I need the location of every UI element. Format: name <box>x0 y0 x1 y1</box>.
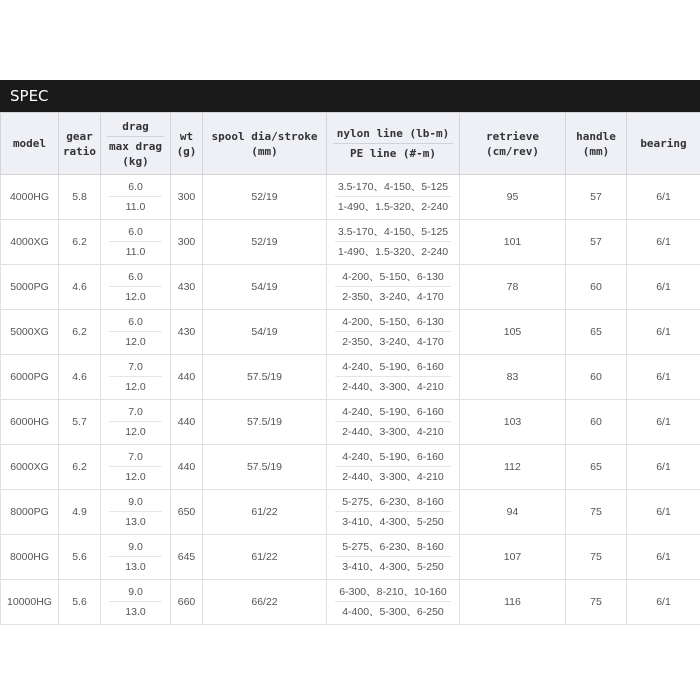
table-row <box>1 265 700 310</box>
cell-line-capacity-top: 3.5-170、4-150、5-125 <box>335 180 451 197</box>
table-row <box>1 355 700 400</box>
cell-line-capacity <box>327 310 460 355</box>
table-row <box>1 580 700 625</box>
cell-line-capacity <box>327 265 460 310</box>
cell-model: 5000PG <box>1 265 59 310</box>
cell-drag-bottom: 13.0 <box>125 606 146 618</box>
cell-weight: 440 <box>171 445 203 490</box>
cell-line-capacity <box>327 220 460 265</box>
table-row <box>1 490 700 535</box>
spec-body <box>1 175 700 625</box>
col-retrieve: retrieve (cm/rev) <box>460 113 566 175</box>
cell-line-capacity <box>327 400 460 445</box>
table-row <box>1 400 700 445</box>
cell-retrieve: 83 <box>460 355 566 400</box>
cell-gear-ratio: 6.2 <box>59 220 101 265</box>
col-handle: handle (mm) <box>566 113 627 175</box>
cell-retrieve: 103 <box>460 400 566 445</box>
cell-line-capacity <box>327 580 460 625</box>
cell-drag-top: 6.0 <box>109 225 162 242</box>
cell-drag-bottom: 13.0 <box>125 516 146 528</box>
cell-spool: 52/19 <box>203 220 327 265</box>
cell-line-capacity-top: 6-300、8-210、10-160 <box>335 585 451 602</box>
cell-retrieve: 105 <box>460 310 566 355</box>
cell-retrieve: 94 <box>460 490 566 535</box>
cell-line-capacity-bottom: 2-440、3-300、4-210 <box>342 426 444 438</box>
cell-line-capacity-bottom: 2-440、3-300、4-210 <box>342 471 444 483</box>
cell-model: 5000XG <box>1 310 59 355</box>
cell-retrieve: 116 <box>460 580 566 625</box>
cell-line-capacity <box>327 355 460 400</box>
cell-spool: 57.5/19 <box>203 445 327 490</box>
cell-drag-bottom: 11.0 <box>125 246 146 258</box>
cell-line-capacity-bottom: 2-350、3-240、4-170 <box>342 291 444 303</box>
cell-drag-top: 9.0 <box>109 585 162 602</box>
cell-weight: 660 <box>171 580 203 625</box>
cell-retrieve: 78 <box>460 265 566 310</box>
col-model: model <box>1 113 59 175</box>
cell-retrieve: 107 <box>460 535 566 580</box>
cell-bearing: 6/1 <box>627 175 700 220</box>
cell-spool: 54/19 <box>203 265 327 310</box>
cell-bearing: 6/1 <box>627 220 700 265</box>
cell-line-capacity-bottom: 3-410、4-300、5-250 <box>342 516 444 528</box>
cell-line-capacity <box>327 175 460 220</box>
cell-line-capacity <box>327 535 460 580</box>
cell-line-capacity-bottom: 2-350、3-240、4-170 <box>342 336 444 348</box>
cell-bearing: 6/1 <box>627 265 700 310</box>
cell-drag <box>101 175 171 220</box>
cell-model: 4000HG <box>1 175 59 220</box>
cell-handle: 65 <box>566 445 627 490</box>
cell-drag <box>101 490 171 535</box>
cell-bearing: 6/1 <box>627 400 700 445</box>
cell-retrieve: 101 <box>460 220 566 265</box>
cell-drag-top: 9.0 <box>109 540 162 557</box>
cell-line-capacity-bottom: 2-440、3-300、4-210 <box>342 381 444 393</box>
cell-model: 6000PG <box>1 355 59 400</box>
cell-drag <box>101 400 171 445</box>
cell-spool: 61/22 <box>203 490 327 535</box>
col-bearing: bearing <box>627 113 700 175</box>
col-line-capacity: nylon line (lb-m) PE line (#-m) <box>327 113 460 175</box>
cell-spool: 66/22 <box>203 580 327 625</box>
cell-drag-top: 7.0 <box>109 405 162 422</box>
table-row <box>1 535 700 580</box>
cell-bearing: 6/1 <box>627 535 700 580</box>
cell-line-capacity-top: 3.5-170、4-150、5-125 <box>335 225 451 242</box>
col-spool: spool dia/stroke (mm) <box>203 113 327 175</box>
cell-handle: 75 <box>566 490 627 535</box>
cell-weight: 430 <box>171 265 203 310</box>
cell-gear-ratio: 6.2 <box>59 310 101 355</box>
header-row <box>1 113 700 175</box>
cell-weight: 430 <box>171 310 203 355</box>
cell-line-capacity-top: 4-240、5-190、6-160 <box>335 405 451 422</box>
cell-handle: 60 <box>566 400 627 445</box>
cell-line-capacity <box>327 490 460 535</box>
cell-bearing: 6/1 <box>627 445 700 490</box>
cell-retrieve: 112 <box>460 445 566 490</box>
cell-spool: 57.5/19 <box>203 400 327 445</box>
cell-drag-top: 6.0 <box>109 270 162 287</box>
cell-handle: 60 <box>566 355 627 400</box>
table-row <box>1 310 700 355</box>
spec-section <box>0 80 700 625</box>
cell-drag-bottom: 12.0 <box>125 426 146 438</box>
table-row <box>1 220 700 265</box>
cell-model: 4000XG <box>1 220 59 265</box>
table-row <box>1 175 700 220</box>
cell-drag-top: 7.0 <box>109 450 162 467</box>
col-drag: drag max drag (kg) <box>101 113 171 175</box>
cell-drag-bottom: 12.0 <box>125 291 146 303</box>
cell-line-capacity-top: 5-275、6-230、8-160 <box>335 495 451 512</box>
cell-gear-ratio: 4.6 <box>59 265 101 310</box>
cell-retrieve: 95 <box>460 175 566 220</box>
cell-line-capacity-top: 4-240、5-190、6-160 <box>335 450 451 467</box>
cell-bearing: 6/1 <box>627 490 700 535</box>
cell-handle: 65 <box>566 310 627 355</box>
cell-handle: 75 <box>566 580 627 625</box>
cell-drag <box>101 355 171 400</box>
cell-model: 10000HG <box>1 580 59 625</box>
cell-line-capacity-top: 4-200、5-150、6-130 <box>335 315 451 332</box>
col-weight: wt (g) <box>171 113 203 175</box>
cell-drag <box>101 535 171 580</box>
cell-drag-bottom: 12.0 <box>125 336 146 348</box>
cell-handle: 75 <box>566 535 627 580</box>
cell-line-capacity-top: 4-240、5-190、6-160 <box>335 360 451 377</box>
cell-line-capacity-bottom: 4-400、5-300、6-250 <box>342 606 444 618</box>
cell-drag-top: 6.0 <box>109 315 162 332</box>
cell-drag <box>101 265 171 310</box>
cell-model: 6000XG <box>1 445 59 490</box>
cell-drag-top: 7.0 <box>109 360 162 377</box>
col-gear-ratio: gear ratio <box>59 113 101 175</box>
cell-drag <box>101 310 171 355</box>
cell-spool: 57.5/19 <box>203 355 327 400</box>
cell-handle: 57 <box>566 175 627 220</box>
cell-bearing: 6/1 <box>627 310 700 355</box>
cell-gear-ratio: 4.9 <box>59 490 101 535</box>
cell-spool: 61/22 <box>203 535 327 580</box>
cell-weight: 300 <box>171 220 203 265</box>
cell-model: 8000HG <box>1 535 59 580</box>
cell-drag-bottom: 12.0 <box>125 471 146 483</box>
cell-handle: 60 <box>566 265 627 310</box>
cell-spool: 54/19 <box>203 310 327 355</box>
cell-gear-ratio: 5.6 <box>59 580 101 625</box>
cell-drag-bottom: 13.0 <box>125 561 146 573</box>
cell-line-capacity-bottom: 3-410、4-300、5-250 <box>342 561 444 573</box>
cell-weight: 300 <box>171 175 203 220</box>
cell-line-capacity-top: 5-275、6-230、8-160 <box>335 540 451 557</box>
cell-weight: 645 <box>171 535 203 580</box>
cell-drag-bottom: 11.0 <box>125 201 146 213</box>
cell-gear-ratio: 4.6 <box>59 355 101 400</box>
cell-spool: 52/19 <box>203 175 327 220</box>
cell-weight: 440 <box>171 355 203 400</box>
cell-gear-ratio: 5.7 <box>59 400 101 445</box>
cell-drag <box>101 580 171 625</box>
cell-bearing: 6/1 <box>627 355 700 400</box>
cell-drag <box>101 220 171 265</box>
cell-line-capacity <box>327 445 460 490</box>
cell-model: 8000PG <box>1 490 59 535</box>
spec-table <box>0 112 700 625</box>
cell-bearing: 6/1 <box>627 580 700 625</box>
cell-handle: 57 <box>566 220 627 265</box>
spec-title: SPEC <box>0 80 700 112</box>
cell-gear-ratio: 6.2 <box>59 445 101 490</box>
cell-gear-ratio: 5.8 <box>59 175 101 220</box>
cell-line-capacity-bottom: 1-490、1.5-320、2-240 <box>337 246 449 258</box>
cell-drag-top: 9.0 <box>109 495 162 512</box>
cell-line-capacity-bottom: 1-490、1.5-320、2-240 <box>337 201 449 213</box>
cell-line-capacity-top: 4-200、5-150、6-130 <box>335 270 451 287</box>
cell-model: 6000HG <box>1 400 59 445</box>
table-row <box>1 445 700 490</box>
cell-drag-top: 6.0 <box>109 180 162 197</box>
cell-gear-ratio: 5.6 <box>59 535 101 580</box>
cell-drag <box>101 445 171 490</box>
cell-drag-bottom: 12.0 <box>125 381 146 393</box>
cell-weight: 650 <box>171 490 203 535</box>
cell-weight: 440 <box>171 400 203 445</box>
